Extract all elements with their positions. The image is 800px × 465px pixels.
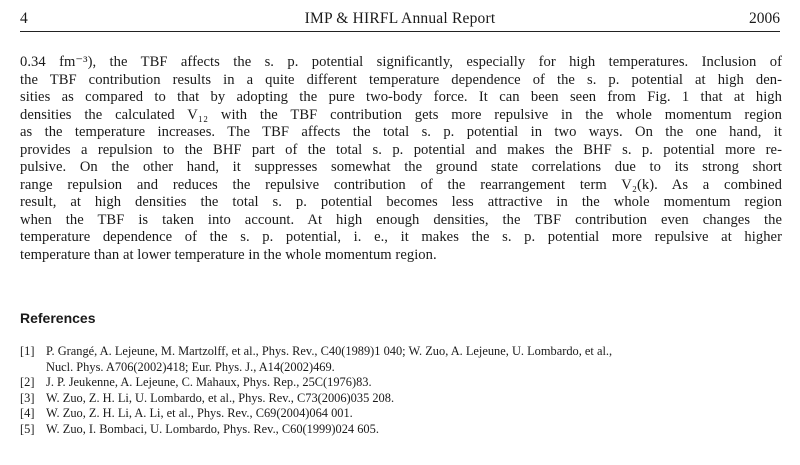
reference-text: Nucl. Phys. A706(2002)418; Eur. Phys. J., A14(2002)469. [46,359,335,374]
header-year: 2006 [749,10,780,27]
reference-number: [4] [20,406,35,421]
reference-number: [1] [20,344,35,358]
body-line: provides a repulsion to the BHF part of the total s. p. potential and makes the BHF s. p. potential more re- [20,141,782,158]
body-line: temperature dependence of the s. p. potential, i. e., it makes the s. p. potential more repulsive at higher [20,229,782,246]
reference-number: [2] [20,375,35,390]
body-line: pulsive. On the other hand, it suppresses somewhat the ground state correlations due to its strong short [20,159,782,176]
body-paragraph [20,54,782,265]
body-line: result, at high densities the total s. p. potential becomes less attractive in the whole momentum region [20,194,782,211]
reference-item [20,422,782,438]
header-rule [20,31,780,32]
reference-item [20,406,782,422]
reference-text: P. Grangé, A. Lejeune, M. Martzolff, et al., Phys. Rev., C40(1989)1 040; W. Zuo, A. Lejeune, U. Lombardo, et al., [46,344,613,358]
reference-item [20,391,782,407]
references-list [20,344,782,438]
reference-text: W. Zuo, Z. H. Li, A. Li, et al., Phys. Rev., C69(2004)064 001. [46,406,353,421]
body-line: temperature than at lower temperature in the whole momentum region. [20,247,437,264]
body-line: as the temperature increases. The TBF affects the total s. p. potential in two ways. On the one hand, it [20,124,782,141]
references-heading: References [20,310,96,326]
body-line: the TBF contribution results in a quite different temperature dependence of the s. p. potential at high den- [20,71,782,88]
reference-text: W. Zuo, Z. H. Li, U. Lombardo, et al., Phys. Rev., C73(2006)035 208. [46,390,395,405]
body-line: when the TBF is taken into account. At high enough densities, the TBF contribution even changes the [20,211,782,228]
reference-text: W. Zuo, I. Bombaci, U. Lombardo, Phys. Rev., C60(1999)024 605. [46,421,379,436]
body-line: densities the calculated V₁₂ with the TBF contribution gets more repulsive in the whole momentum region [20,106,782,123]
body-line: 0.34 fm⁻³), the TBF affects the s. p. potential significantly, especially for high temperatures. Inclusion of [20,54,782,70]
reference-number: [5] [20,421,35,436]
body-line: sities as compared to that by adopting the pure two-body force. It can been seen from Fig. 1 that at high [20,89,782,106]
reference-text: J. P. Jeukenne, A. Lejeune, C. Mahaux, Phys. Rep., 25C(1976)83. [46,375,372,390]
body-line: range repulsion and reduces the repulsive contribution of the rearrangement term V₂(k). As a combined [20,176,782,193]
reference-item [20,344,782,375]
page-number: 4 [20,10,28,27]
reference-item [20,375,782,391]
reference-number: [3] [20,390,35,405]
journal-title: IMP & HIRFL Annual Report [304,10,496,27]
page-header [20,8,780,30]
